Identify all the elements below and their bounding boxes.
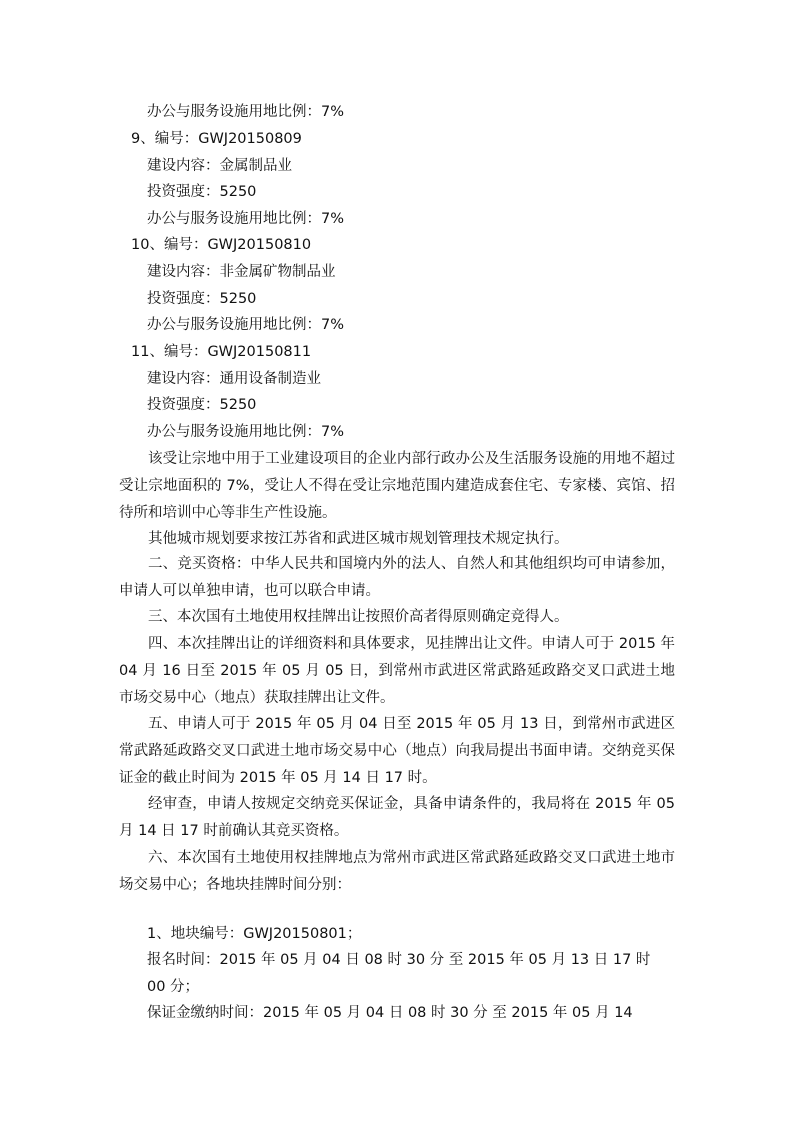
paragraph: 该受让宗地中用于工业建设项目的企业内部行政办公及生活服务设施的用地不超过受让宗地面积的 7%，受让人不得在受让宗地范围内建造成套住宅、专家楼、宾馆、招待所和培训中心等非生产性设施。	[119, 451, 675, 521]
text-line: 办公与服务设施用地比例：7%	[147, 211, 345, 227]
deposit-time: 保证金缴纳时间：2015 年 05 月 04 日 08 时 30 分 至 2015 年 05 月 14	[147, 1005, 633, 1021]
paragraph: 其他城市规划要求按江苏省和武进区城市规划管理技术规定执行。	[148, 531, 569, 547]
item-number: 9、编号：GWJ20150809	[131, 131, 302, 147]
text-line: 建设内容：金属制品业	[147, 158, 292, 174]
paragraph: 六、本次国有土地使用权挂牌地点为常州市武进区常武路延政路交叉口武进土地市场交易中心；各地块挂牌时间分别：	[119, 850, 675, 893]
paragraph: 三、本次国有土地使用权挂牌出让按照价高者得原则确定竞得人。	[148, 609, 569, 625]
paragraph: 二、竞买资格：中华人民共和国境内外的法人、自然人和其他组织均可申请参加，申请人可以单独申请，也可以联合申请。	[119, 556, 675, 599]
item-number: 10、编号：GWJ20150810	[131, 237, 312, 253]
paragraph: 四、本次挂牌出让的详细资料和具体要求，见挂牌出让文件。申请人可于 2015 年 04 月 16 日至 2015 年 05 月 05 日，到常州市武进区常武路延政路交叉口武进土地市场交易中心（地点）获取挂牌出让文件。	[119, 636, 675, 706]
text-line: 办公与服务设施用地比例：7%	[147, 317, 345, 333]
text-line: 投资强度：5250	[147, 184, 257, 200]
signup-time: 报名时间：2015 年 05 月 04 日 08 时 30 分 至 2015 年 05 月 13 日 17 时	[147, 952, 651, 968]
text-line: 办公与服务设施用地比例：7%	[147, 104, 345, 120]
text-line: 办公与服务设施用地比例：7%	[147, 424, 345, 440]
paragraph: 五、申请人可于 2015 年 05 月 04 日至 2015 年 05 月 13 日，到常州市武进区常武路延政路交叉口武进土地市场交易中心（地点）向我局提出书面申请。交纳竞买保证金的截止时间为 2015 年 05 月 14 日 17 时。	[119, 716, 675, 786]
text-line: 投资强度：5250	[147, 397, 257, 413]
text-line: 建设内容：非金属矿物制品业	[147, 264, 336, 280]
plot-number: 1、地块编号：GWJ20150801；	[147, 926, 362, 942]
text-line: 投资强度：5250	[147, 291, 257, 307]
signup-time-cont: 00 分；	[147, 979, 200, 995]
text-line: 建设内容：通用设备制造业	[147, 371, 321, 387]
item-number: 11、编号：GWJ20150811	[131, 344, 312, 360]
paragraph: 经审查，申请人按规定交纳竞买保证金，具备申请条件的，我局将在 2015 年 05 月 14 日 17 时前确认其竞买资格。	[119, 796, 675, 839]
